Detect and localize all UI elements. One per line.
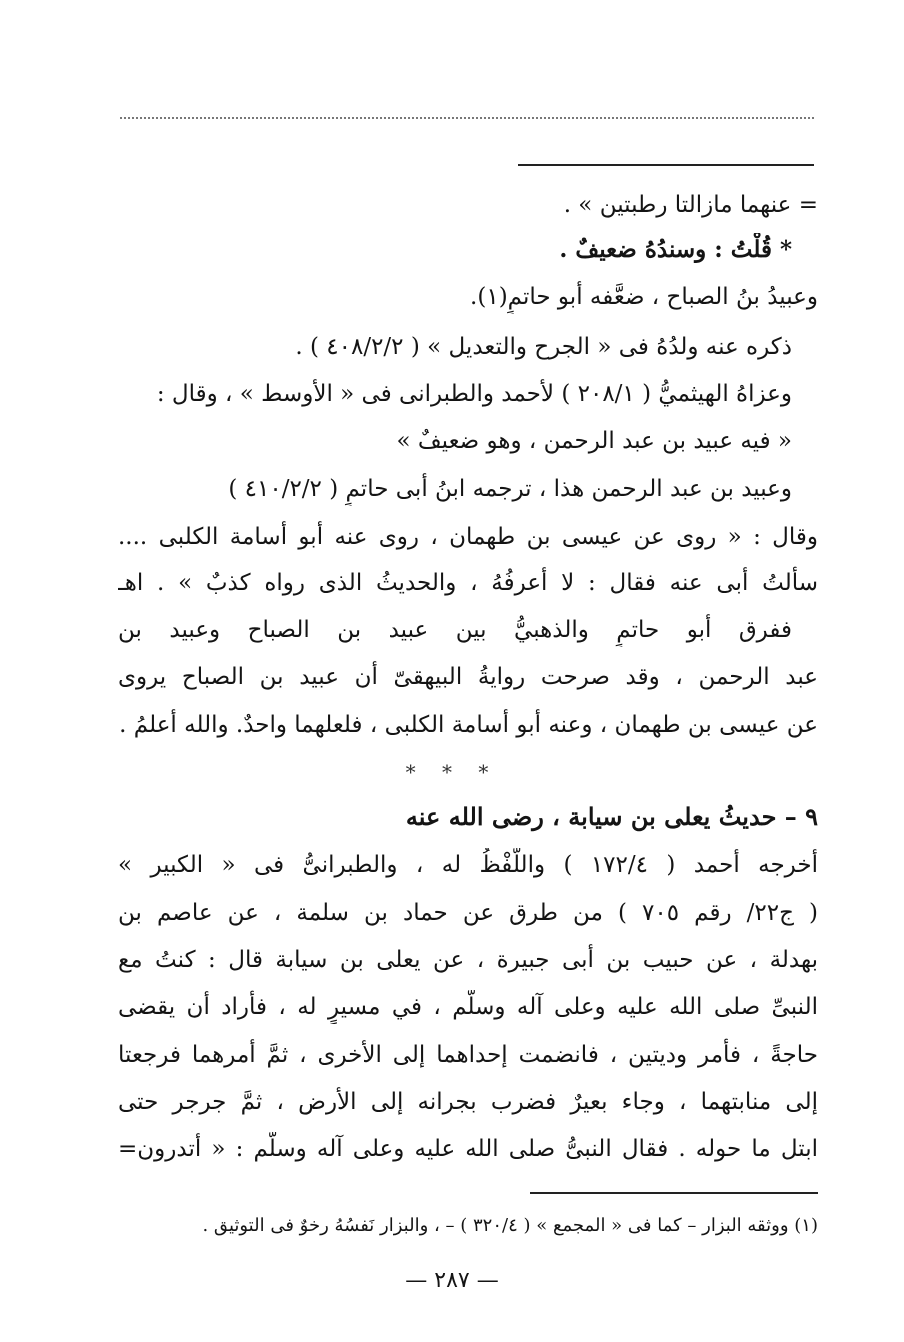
hadith-line-7: ابتل ما حوله . فقال النبىُّ صلى الله عليه وعلى آله وسلَّم : « أتدرون= xyxy=(118,1136,818,1162)
body-line-2: * قُلْتُ : وسندُهُ ضعيفٌ . xyxy=(559,236,792,263)
body-line-7: وعبيد بن عبد الرحمن هذا ، ترجمه ابنُ أبى حاتمٍ ( ٤١٠/٢/٢ ) xyxy=(228,476,792,502)
body-line-10: ففرق أبو حاتمٍ والذهبيُّ بين عبيد بن الصباح وعبيد بن xyxy=(118,617,792,643)
body-line-5: وعزاهُ الهيثميُّ ( ٢٠٨/١ ) لأحمد والطبرانى فى « الأوسط » ، وقال : xyxy=(156,381,792,407)
section-separator-stars: * * * xyxy=(405,760,499,784)
section-heading: ٩ – حديثُ يعلى بن سيابة ، رضى الله عنه xyxy=(405,802,818,831)
body-line-8: وقال : « روى عن عيسى بن طهمان ، روى عنه أبو أسامة الكلبى .... xyxy=(118,524,818,550)
hadith-line-2: ( ج٢٢/ رقم ٧٠٥ ) من طرق عن حماد بن سلمة ، عن عاصم بن xyxy=(118,900,818,926)
header-dotted-rule xyxy=(120,117,814,119)
body-line-12: عن عيسى بن طهمان ، وعنه أبو أسامة الكلبى ، فلعلهما واحدٌ. والله أعلمُ . xyxy=(119,712,818,738)
body-line-1: = عنهما مازالتا رطبتين » . xyxy=(563,192,818,218)
hadith-line-3: بهدلة ، عن حبيب بن أبى جبيرة ، عن يعلى بن سيابة قال : كنتُ مع xyxy=(118,947,818,973)
body-line-9: سألتُ أبى عنه فقال : لا أعرفُهُ ، والحديثُ الذى رواه كذبٌ » . اهـ xyxy=(118,570,818,596)
continuation-rule xyxy=(518,164,814,166)
hadith-line-4: النبىِّ صلى الله عليه وعلى آله وسلَّم ، في مسيرٍ له ، فأراد أن يقضى xyxy=(118,994,818,1020)
hadith-line-5: حاجةً ، فأمر وديتين ، فانضمت إحداهما إلى الأخرى ، ثمَّ أمرهما فرجعتا xyxy=(118,1042,818,1068)
body-line-3: وعبيدُ بنُ الصباح ، ضعَّفه أبو حاتمٍ(١). xyxy=(470,284,818,310)
hadith-line-6: إلى منابتهما ، وجاء بعيرٌ فضرب بجرانه إلى الأرض ، ثمَّ جرجر حتى xyxy=(118,1089,818,1115)
body-line-11: عبد الرحمن ، وقد صرحت روايةُ البيهقىّ أن عبيد بن الصباح يروى xyxy=(118,664,818,690)
body-line-4: ذكره عنه ولدُهُ فى « الجرح والتعديل » ( ٤٠٨/٢/٢ ) . xyxy=(295,334,792,360)
page-number: — ٢٨٧ — xyxy=(405,1268,499,1293)
hadith-line-1: أخرجه أحمد ( ١٧٢/٤ ) واللَّفْظُ له ، والطبرانىُّ فى « الكبير » xyxy=(118,852,818,878)
footnote-1: (١) ووثقه البزار – كما فى « المجمع » ( ٣٢٠/٤ ) – ، والبزار نَفسُهُ رخوٌ فى التوثيق . xyxy=(202,1215,818,1236)
footnote-separator xyxy=(530,1192,818,1194)
body-line-6: « فيه عبيد بن عبد الرحمن ، وهو ضعيفٌ » xyxy=(396,428,792,454)
